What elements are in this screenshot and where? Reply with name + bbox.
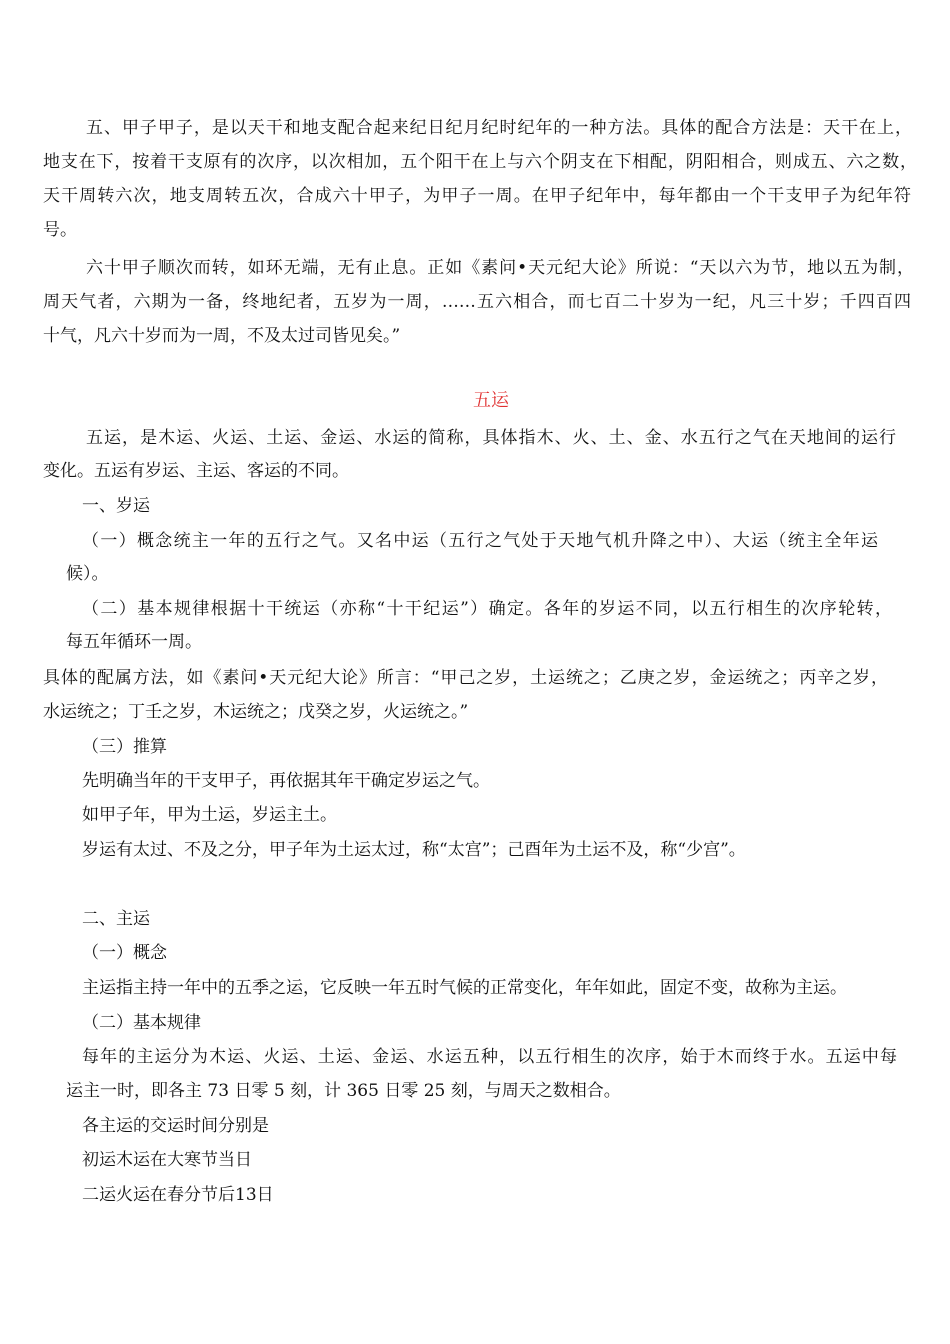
suiyun-calc-title: （三）推算 bbox=[82, 737, 167, 757]
paragraph-wuyun-line-2: 变化。五运有岁运、主运、客运的不同。 bbox=[43, 461, 349, 481]
paragraph-jiazi-line-1: 五、甲子甲子，是以天干和地支配合起来纪日纪月纪时纪年的一种方法。具体的配合方法是：天干在上， bbox=[86, 118, 912, 138]
subheading-zhuyun: 二、主运 bbox=[82, 909, 150, 929]
zhuyun-rule-title: （二）基本规律 bbox=[82, 1013, 201, 1033]
zhuyun-concept-line: 主运指主持一年中的五季之运，它反映一年五时气候的正常变化，年年如此，固定不变，故称为主运。 bbox=[82, 978, 847, 998]
paragraph-wuyun-line-1: 五运，是木运、火运、土运、金运、水运的简称，具体指木、火、土、金、水五行之气在天地间的运行 bbox=[86, 428, 896, 448]
zhuyun-rule-line-2: 运主一时，即各主 73 日零 5 刻，计 365 日零 25 刻，与周天之数相合。 bbox=[66, 1081, 621, 1101]
zhuyun-rule-line-1: 每年的主运分为木运、火运、土运、金运、水运五种，以五行相生的次序，始于木而终于水。五运中每 bbox=[82, 1047, 897, 1067]
suiyun-method-line-1: 具体的配属方法，如《素问•天元纪大论》所言：“甲己之岁，土运统之；乙庚之岁，金运统之；丙辛之岁， bbox=[43, 668, 888, 688]
paragraph-cycle-line-2: 周天气者，六期为一备，终地纪者，五岁为一周，……五六相合，而七百二十岁为一纪，凡三十岁；千四百四 bbox=[43, 292, 911, 312]
suiyun-calc-line-2: 如甲子年，甲为土运，岁运主土。 bbox=[82, 805, 337, 825]
paragraph-jiazi-line-4: 号。 bbox=[43, 220, 77, 240]
zhuyun-concept-title: （一）概念 bbox=[82, 943, 167, 963]
zhuyun-timing-line-1: 各主运的交运时间分别是 bbox=[82, 1116, 269, 1136]
suiyun-concept-line-2: 候）。 bbox=[66, 564, 109, 584]
suiyun-rule-line-1: （二）基本规律根据十干统运（亦称“十干纪运”）确定。各年的岁运不同，以五行相生的次序轮转， bbox=[82, 599, 892, 619]
suiyun-concept-line-1: （一）概念统主一年的五行之气。又名中运（五行之气处于天地气机升降之中）、大运（统主全年运 bbox=[82, 531, 878, 551]
paragraph-cycle-line-3: 十气，凡六十岁而为一周，不及太过司皆见矣。” bbox=[43, 326, 401, 346]
paragraph-cycle-line-1: 六十甲子顺次而转，如环无端，无有止息。正如《素问•天元纪大论》所说：“天以六为节，地以五为制， bbox=[86, 258, 914, 278]
suiyun-method-line-2: 水运统之；丁壬之岁，木运统之；戊癸之岁，火运统之。” bbox=[43, 702, 469, 722]
paragraph-jiazi-line-3: 天干周转六次，地支周转五次，合成六十甲子，为甲子一周。在甲子纪年中，每年都由一个干支甲子为纪年符 bbox=[43, 186, 911, 206]
paragraph-jiazi-line-2: 地支在下，按着干支原有的次序，以次相加，五个阳干在上与六个阴支在下相配，阴阳相合，则成五、六之数， bbox=[43, 152, 917, 172]
suiyun-rule-line-2: 每五年循环一周。 bbox=[66, 632, 202, 652]
zhuyun-timing-line-3: 二运火运在春分节后13日 bbox=[82, 1185, 274, 1205]
zhuyun-timing-line-2: 初运木运在大寒节当日 bbox=[82, 1150, 252, 1170]
section-heading-wuyun: 五运 bbox=[473, 390, 509, 411]
suiyun-calc-line-1: 先明确当年的干支甲子，再依据其年干确定岁运之气。 bbox=[82, 771, 490, 791]
suiyun-calc-line-3: 岁运有太过、不及之分，甲子年为土运太过，称“太宫”；己酉年为土运不及，称“少宫”。 bbox=[82, 840, 746, 860]
subheading-suiyun: 一、岁运 bbox=[82, 496, 150, 516]
